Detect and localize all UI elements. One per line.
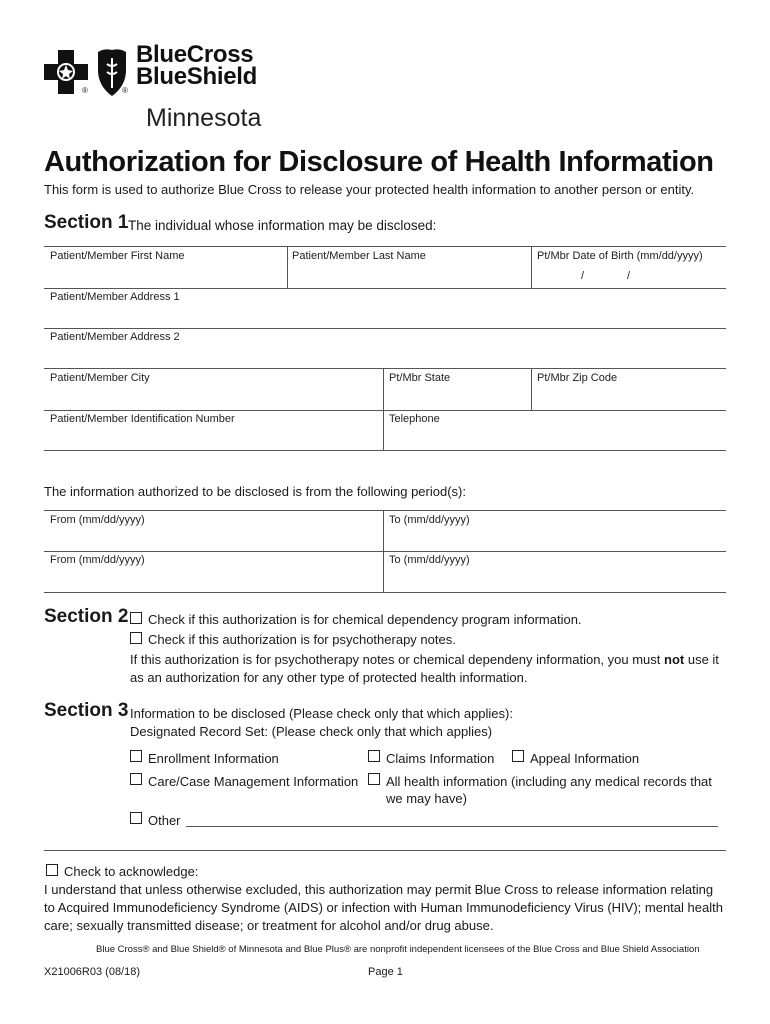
enrollment-checkbox[interactable] xyxy=(130,750,142,762)
divider xyxy=(44,592,726,593)
id-number-label: Patient/Member Identification Number xyxy=(50,413,235,425)
all-health-info-label: All health information (including any medical records that xyxy=(386,774,712,789)
to-date-label-1: To (mm/dd/yyyy) xyxy=(389,514,470,526)
claims-label: Claims Information xyxy=(386,751,495,766)
other-checkbox[interactable] xyxy=(130,812,142,824)
page-number: Page 1 xyxy=(368,966,403,978)
from-date-field-1[interactable] xyxy=(44,526,380,550)
period-intro: The information authorized to be disclosed is from the following period(s): xyxy=(44,484,466,499)
address1-field[interactable] xyxy=(44,303,724,327)
all-health-info-checkbox[interactable] xyxy=(368,773,380,785)
psychotherapy-checkbox[interactable] xyxy=(130,632,142,644)
acknowledge-text-2: to Acquired Immunodeficiency Syndrome (AIDS) or infection with Human Immunodeficiency Virus (HIV); mental health xyxy=(44,900,723,915)
brand-line-1: BlueCross xyxy=(136,41,254,68)
acknowledge-text-1: I understand that unless otherwise excluded, this authorization may permit Blue Cross to release information relating xyxy=(44,882,714,897)
last-name-field[interactable] xyxy=(290,262,528,286)
footnote: Blue Cross® and Blue Shield® of Minnesota and Blue Plus® are nonprofit independent licensees of the Blue Cross and Blue Shield Association xyxy=(96,944,700,955)
page-title: Authorization for Disclosure of Health Information xyxy=(44,146,714,178)
address1-label: Patient/Member Address 1 xyxy=(50,291,180,303)
appeal-checkbox[interactable] xyxy=(512,750,524,762)
state-field[interactable] xyxy=(386,384,528,408)
divider xyxy=(44,288,726,289)
chemical-dependency-checkbox[interactable] xyxy=(130,612,142,624)
note-bold-not: not xyxy=(664,652,685,667)
cross-registered-mark: ® xyxy=(82,86,88,95)
intro-text: This form is used to authorize Blue Cross to release your protected health information to another person or entity. xyxy=(44,182,695,197)
note-text-1: If this authorization is for psychotherapy notes or chemical dependeny information, you must xyxy=(130,652,665,667)
acknowledge-checkbox[interactable] xyxy=(46,864,58,876)
section-1-heading: Section 1 xyxy=(44,212,129,233)
state-label: Pt/Mbr State xyxy=(389,372,451,384)
divider xyxy=(531,368,532,410)
bcbs-logo xyxy=(44,46,132,103)
acknowledge-label: Check to acknowledge: xyxy=(64,864,199,879)
address2-field[interactable] xyxy=(44,343,724,367)
divider xyxy=(44,328,726,329)
psychotherapy-label: Check if this authorization is for psychotherapy notes. xyxy=(148,632,456,647)
divider xyxy=(44,246,726,247)
city-label: Patient/Member City xyxy=(50,372,150,384)
section-3-line-2: Designated Record Set: (Please check only that which applies) xyxy=(130,724,493,739)
id-number-field[interactable] xyxy=(44,425,380,449)
divider xyxy=(383,368,384,410)
enrollment-label: Enrollment Information xyxy=(148,751,279,766)
dob-separator-2: / xyxy=(627,270,631,282)
brand-line-2: BlueShield xyxy=(136,63,258,90)
dob-label: Pt/Mbr Date of Birth (mm/dd/yyyy) xyxy=(537,250,703,262)
acknowledge-text-3: care; sexually transmitted disease; or treatment for alcohol and/or drug abuse. xyxy=(44,918,494,933)
to-date-field-1[interactable] xyxy=(386,526,724,550)
other-input-line[interactable] xyxy=(186,826,718,827)
from-date-label-1: From (mm/dd/yyyy) xyxy=(50,514,145,526)
section-2-note-line-2: as an authorization for any other type of protected health information. xyxy=(130,670,528,685)
dob-field[interactable] xyxy=(534,262,724,286)
divider xyxy=(383,410,384,450)
note-text-2: use it xyxy=(684,652,719,667)
care-management-label: Care/Case Management Information xyxy=(148,774,359,789)
to-date-label-2: To (mm/dd/yyyy) xyxy=(389,554,470,566)
city-field[interactable] xyxy=(44,384,380,408)
address2-label: Patient/Member Address 2 xyxy=(50,331,180,343)
section-3-heading: Section 3 xyxy=(44,700,129,721)
first-name-field[interactable] xyxy=(44,262,284,286)
divider xyxy=(44,410,726,411)
from-date-label-2: From (mm/dd/yyyy) xyxy=(50,554,145,566)
section-2-heading: Section 2 xyxy=(44,606,129,627)
last-name-label: Patient/Member Last Name xyxy=(292,250,426,262)
section-1-description: The individual whose information may be disclosed: xyxy=(128,218,437,233)
divider xyxy=(44,450,726,451)
telephone-field[interactable] xyxy=(386,425,724,449)
first-name-label: Patient/Member First Name xyxy=(50,250,185,262)
chemical-dependency-label: Check if this authorization is for chemical dependency program information. xyxy=(148,612,582,627)
zip-label: Pt/Mbr Zip Code xyxy=(537,372,618,384)
section-3-line-1: Information to be disclosed (Please check only that which applies): xyxy=(130,706,513,721)
section-2-note xyxy=(130,652,719,667)
shield-registered-mark: ® xyxy=(122,86,128,95)
divider xyxy=(44,368,726,369)
care-management-checkbox[interactable] xyxy=(130,773,142,785)
to-date-field-2[interactable] xyxy=(386,566,724,590)
telephone-label: Telephone xyxy=(389,413,440,425)
other-label: Other xyxy=(148,813,181,828)
divider xyxy=(44,850,726,851)
brand-region: Minnesota xyxy=(146,104,262,132)
brand-name xyxy=(136,41,258,90)
all-health-info-label-2: we may have) xyxy=(386,791,467,806)
form-code: X21006R03 (08/18) xyxy=(44,966,141,978)
cross-shield-icon xyxy=(44,46,132,98)
divider xyxy=(44,510,726,511)
dob-separator-1: / xyxy=(581,270,585,282)
zip-field[interactable] xyxy=(534,384,724,408)
claims-checkbox[interactable] xyxy=(368,750,380,762)
divider xyxy=(531,246,532,288)
divider xyxy=(287,246,288,288)
appeal-label: Appeal Information xyxy=(530,751,640,766)
divider xyxy=(44,551,726,552)
from-date-field-2[interactable] xyxy=(44,566,380,590)
